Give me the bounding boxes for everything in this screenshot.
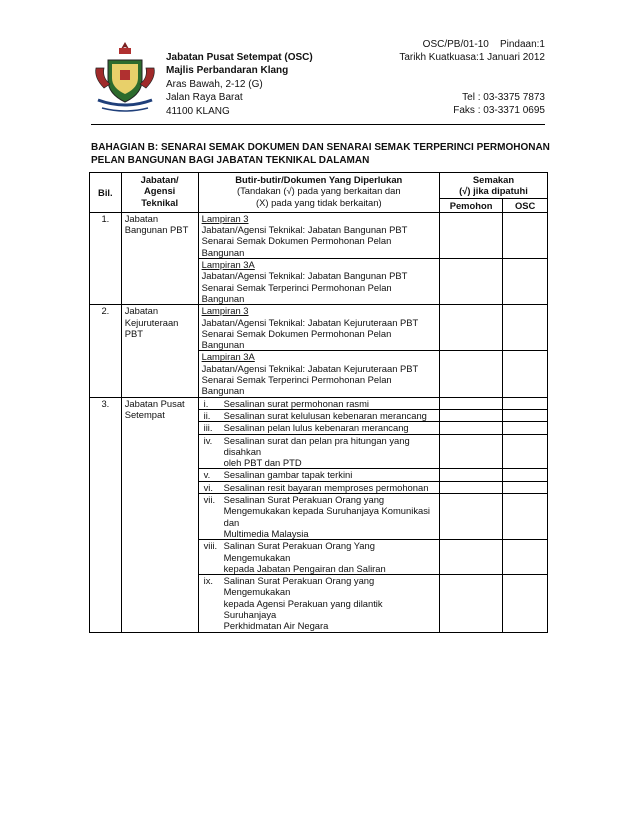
document-cell [198,469,439,481]
document-line: Jabatan/Agensi Teknikal: Jabatan Kejuruteraan PBT [201,362,419,374]
pemohon-check-cell[interactable] [439,305,502,351]
department-line: Jabatan Pusat [124,397,185,409]
pemohon-check-cell[interactable] [439,469,502,481]
table-header-row [90,173,548,199]
document-cell [198,409,439,421]
row-number: 2. [90,305,122,397]
item-number: ix. [203,575,213,587]
header-doc-line-1: Butir-butir/Dokumen Yang Diperlukan [235,174,403,185]
lampiran-label: Lampiran 3 [201,305,249,317]
row-number: 1. [90,212,122,304]
item-line: Sesalinan surat kelulusan kebenaran merancang [223,409,427,421]
organization-block [166,51,313,118]
header-documents [198,173,439,213]
document-cell [198,422,439,434]
pemohon-check-cell[interactable] [439,481,502,493]
header-jabatan-line-3: Teknikal [141,196,179,208]
header-jabatan-line-2: Agensi [144,185,176,197]
item-text [224,482,436,493]
lampiran-label: Lampiran 3A [201,351,255,363]
pemohon-check-cell[interactable] [439,575,502,632]
item-line: Salinan Surat Perakuan Orang yang Mengemukakan [223,575,375,598]
lampiran-label: Lampiran 3A [201,259,255,271]
osc-check-cell[interactable] [503,305,548,351]
item-line: kepada Agensi Perakuan yang dilantik Suruhanjaya [223,597,383,620]
item-text [224,398,436,409]
pemohon-check-cell[interactable] [439,434,502,469]
lampiran-label: Lampiran 3 [201,212,249,224]
document-line: Senarai Semak Dokumen Permohonan Pelan Bangunan [201,327,392,351]
osc-check-cell[interactable] [503,397,548,409]
osc-check-cell[interactable] [503,494,548,540]
address-line-2: Jalan Raya Barat [166,92,243,104]
department-line: PBT [124,327,143,339]
document-line: Jabatan/Agensi Teknikal: Jabatan Kejuruteraan PBT [201,316,419,328]
item-line: Sesalinan resit bayaran memproses permohonan [223,481,429,493]
item-line: Sesalinan pelan lulus kebenaran merancang [223,422,409,434]
list-item [202,482,436,493]
list-item [202,469,436,480]
header-jabatan-line-1: Jabatan/ [140,174,179,185]
document-cell [198,305,439,351]
document-cell [198,351,439,397]
item-line: Mengemukakan kepada Suruhanjaya Komunikasi dan [223,505,430,528]
document-cell [198,575,439,632]
list-item [202,494,436,539]
list-item [202,422,436,433]
list-item [202,435,436,469]
item-line: Sesalinan Surat Perakuan Orang yang [223,494,385,506]
address-line-1: Aras Bawah, 2-12 (G) [166,78,263,90]
item-number: iii. [203,422,213,434]
pemohon-check-cell[interactable] [439,212,502,258]
item-text [224,494,436,539]
document-line: Senarai Semak Terperinci Permohonan Pelan Bangunan [201,281,392,304]
pemohon-check-cell[interactable] [439,351,502,397]
osc-check-cell[interactable] [503,540,548,575]
row-number: 3. [90,397,122,632]
list-item [202,540,436,574]
item-line: Salinan Surat Perakuan Orang Yang Mengemukakan [223,540,375,563]
header-semakan [439,173,547,199]
item-number: iv. [203,434,213,446]
header-doc-line-2: (Tandakan (√) pada yang berkaitan dan [236,185,401,197]
doc-ref: OSC/PB/01-10 [422,39,489,50]
item-line: oleh PBT dan PTD [223,457,302,469]
item-text [224,469,436,480]
telephone: Tel : 03-3375 7873 [462,92,545,103]
item-number: v. [203,469,211,481]
header-semakan-line-2: (√) jika dipatuhi [459,185,528,197]
osc-check-cell[interactable] [503,434,548,469]
table-row [90,397,548,409]
pemohon-check-cell[interactable] [439,540,502,575]
department-line: Bangunan PBT [124,224,189,236]
item-number: i. [203,397,209,409]
item-number: viii. [203,540,218,552]
section-title-line-1: BAHAGIAN B: SENARAI SEMAK DOKUMEN DAN SENARAI SEMAK TERPERINCI PERMOHONAN [91,142,550,153]
document-line: Senarai Semak Dokumen Permohonan Pelan Bangunan [201,235,392,258]
council-name: Majlis Perbandaran Klang [166,65,289,77]
document-line: Senarai Semak Terperinci Permohonan Pelan Bangunan [201,374,392,397]
table-row [90,212,548,258]
document-meta [399,38,545,65]
document-cell [198,481,439,493]
address-line-3: 41100 KLANG [166,105,230,117]
document-line: Jabatan/Agensi Teknikal: Jabatan Bangunan PBT [201,224,408,236]
document-cell [198,434,439,469]
pemohon-check-cell[interactable] [439,397,502,409]
pemohon-check-cell[interactable] [439,422,502,434]
header-pemohon: Pemohon [439,198,502,212]
list-item [202,398,436,409]
item-line: Sesalinan surat permohonan rasmi [223,397,369,409]
item-text [224,540,436,574]
section-title-line-2: PELAN BANGUNAN BAGI JABATAN TEKNIKAL DALAMAN [91,155,370,167]
document-cell [198,540,439,575]
pemohon-check-cell[interactable] [439,409,502,421]
header-osc: OSC [503,198,548,212]
item-number: ii. [203,409,211,421]
header-doc-line-3: (X) pada yang tidak berkaitan) [255,196,382,208]
effective-date: Tarikh Kuatkuasa:1 Januari 2012 [399,52,545,64]
item-text [224,435,436,469]
org-name: Jabatan Pusat Setempat (OSC) [166,52,313,63]
document-line: Jabatan/Agensi Teknikal: Jabatan Bangunan PBT [201,270,408,282]
item-line: Perkhidmatan Air Negara [223,620,329,632]
osc-check-cell[interactable] [503,409,548,421]
document-cell [198,397,439,409]
item-line: Sesalinan surat dan pelan pra hitungan yang disahkan [223,434,410,457]
item-text [224,575,436,631]
header-jabatan [121,173,198,213]
header-semakan-line-1: Semakan [472,174,515,185]
document-cell [198,494,439,540]
table-body [90,212,548,632]
header-divider [91,124,545,125]
item-line: kepada Jabatan Pengairan dan Saliran [223,562,386,574]
row-department [121,305,198,397]
osc-check-cell[interactable] [503,259,548,305]
osc-check-cell[interactable] [503,212,548,258]
contact-block [453,91,545,118]
section-title [91,141,551,168]
row-department [121,212,198,304]
row-department [121,397,198,632]
revision: Pindaan:1 [499,39,545,50]
item-line: Multimedia Malaysia [223,527,309,539]
pemohon-check-cell[interactable] [439,259,502,305]
item-number: vii. [203,494,216,506]
osc-check-cell[interactable] [503,575,548,632]
list-item [202,575,436,631]
department-line: Setempat [124,408,165,420]
item-number: vi. [203,481,213,493]
list-item [202,410,436,421]
item-text [224,422,436,433]
document-cell [198,259,439,305]
checklist-table [89,172,548,633]
department-line: Jabatan [124,305,159,317]
osc-check-cell[interactable] [503,469,548,481]
department-line: Kejuruteraan [124,316,179,328]
osc-check-cell[interactable] [503,481,548,493]
header-bil: Bil. [90,173,122,213]
osc-check-cell[interactable] [503,422,548,434]
fax: Faks : 03-3371 0695 [453,105,545,117]
item-line: Sesalinan gambar tapak terkini [223,469,353,481]
table-row [90,305,548,351]
document-cell [198,212,439,258]
item-text [224,410,436,421]
department-line: Jabatan [124,212,159,224]
mpk-crest-logo [90,38,160,118]
pemohon-check-cell[interactable] [439,494,502,540]
osc-check-cell[interactable] [503,351,548,397]
